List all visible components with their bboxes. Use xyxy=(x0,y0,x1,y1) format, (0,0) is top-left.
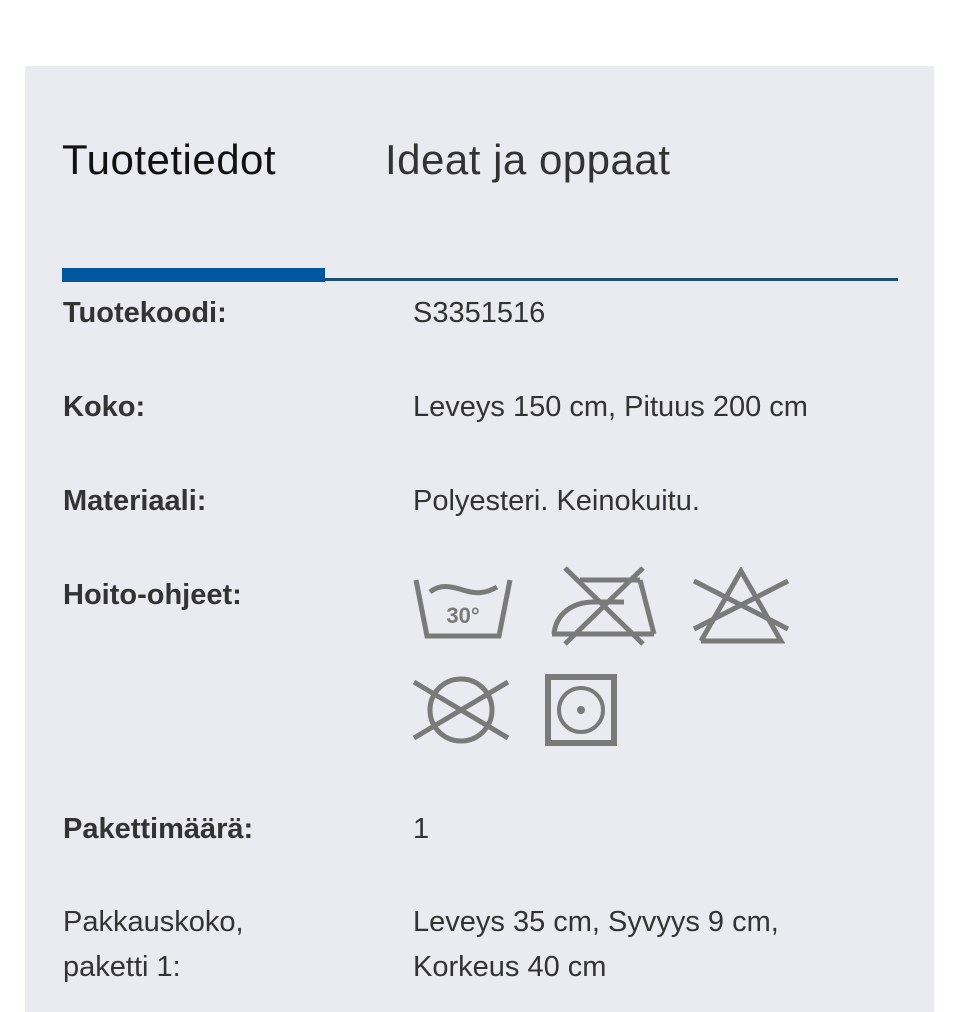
svg-text:30°: 30° xyxy=(446,603,480,628)
do-not-dry-clean-icon xyxy=(411,674,511,746)
detail-label: Tuotekoodi: xyxy=(63,297,227,329)
tab-bar xyxy=(62,130,898,220)
detail-value: Polyesteri. Keinokuitu. xyxy=(413,485,700,517)
care-icons-group xyxy=(413,573,833,763)
detail-value: 1 xyxy=(413,813,430,845)
detail-value-line: Korkeus 40 cm xyxy=(413,951,607,983)
product-info-panel xyxy=(25,66,934,1012)
detail-value xyxy=(413,900,903,990)
do-not-iron-icon xyxy=(550,566,658,646)
wash-30-icon xyxy=(413,574,513,640)
detail-label: Materiaali: xyxy=(63,485,207,517)
active-tab-indicator xyxy=(62,268,325,282)
detail-value: Leveys 150 cm, Pituus 200 cm xyxy=(413,391,808,423)
detail-label: Hoito-ohjeet: xyxy=(63,579,242,611)
tab-tuotetiedot[interactable]: Tuotetiedot xyxy=(62,136,277,183)
detail-value: S3351516 xyxy=(413,297,546,329)
tumble-dry-low-icon xyxy=(545,674,617,746)
detail-value-line: Leveys 35 cm, Syvyys 9 cm, xyxy=(413,906,779,938)
detail-label xyxy=(63,900,403,990)
detail-label-line: paketti 1: xyxy=(63,951,181,983)
detail-label-line: Pakkauskoko, xyxy=(63,906,244,938)
detail-label: Pakettimäärä: xyxy=(63,813,254,845)
detail-row-package-size xyxy=(63,900,903,990)
detail-label: Koko: xyxy=(63,391,146,423)
tab-ideat-ja-oppaat[interactable]: Ideat ja oppaat xyxy=(385,136,671,183)
detail-row-care-instructions xyxy=(63,573,903,763)
do-not-bleach-icon xyxy=(691,567,791,645)
